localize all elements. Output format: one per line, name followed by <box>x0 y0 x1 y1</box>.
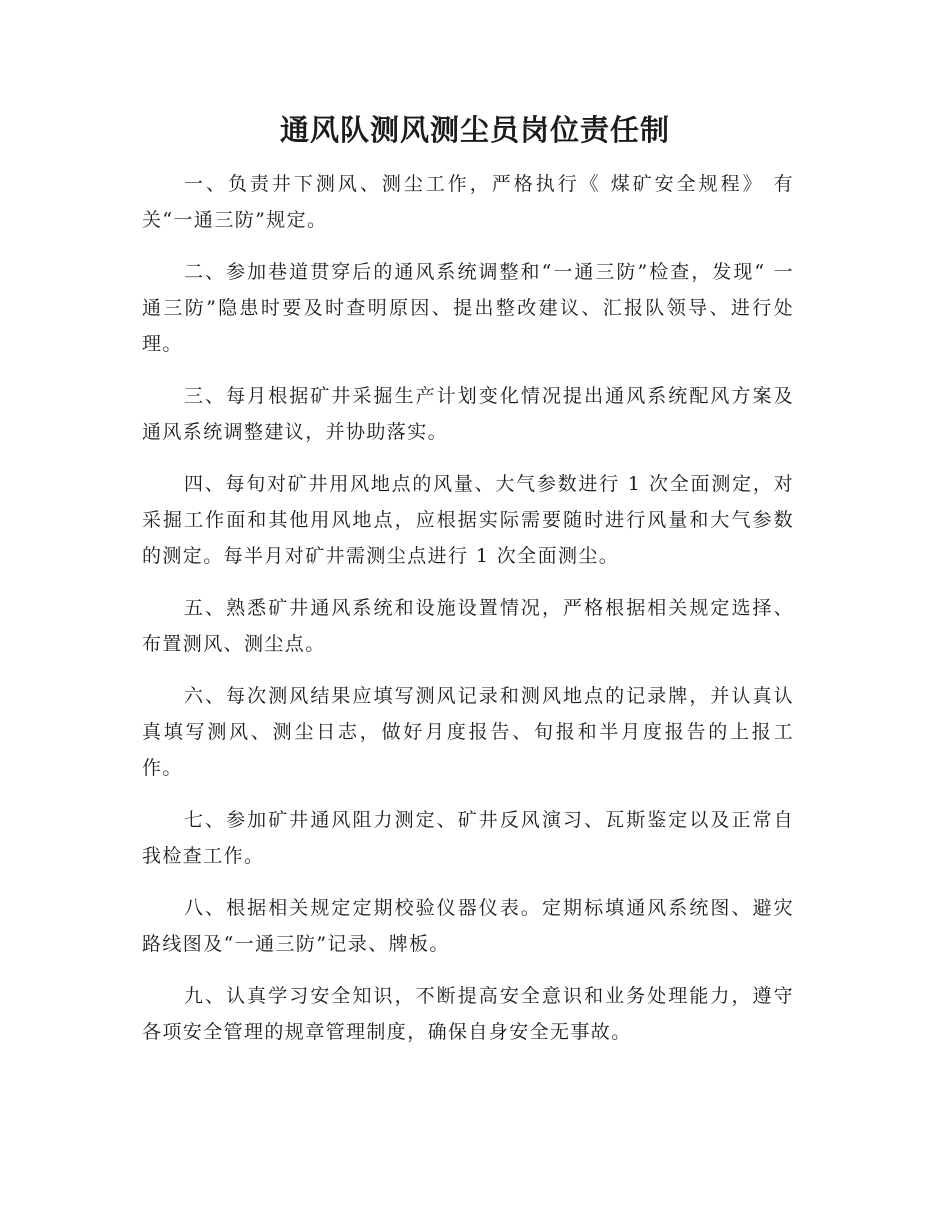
document-body <box>142 166 794 1066</box>
paragraph-7: 七、参加矿井通风阻力测定、矿井反风演习、瓦斯鉴定以及正常自我检查工作。 <box>142 809 794 867</box>
document-title: 通风队测风测尘员岗位责任制 <box>279 113 670 147</box>
paragraph-5: 五、熟悉矿井通风系统和设施设置情况，严格根据相关规定选择、布置测风、测尘点。 <box>142 597 794 655</box>
paragraph-6: 六、每次测风结果应填写测风记录和测风地点的记录牌，并认真认真填写测风、测尘日志，做好月度报告、旬报和半月度报告的上报工作。 <box>142 685 794 779</box>
paragraph-8: 八、根据相关规定定期校验仪器仪表。定期标填通风系统图、避灾路线图及“一通三防”记录、牌板。 <box>142 897 794 955</box>
paragraph-3: 三、每月根据矿井采掘生产计划变化情况提出通风系统配风方案及通风系统调整建议，并协助落实。 <box>142 385 794 443</box>
paragraph-4: 四、每旬对矿井用风地点的风量、大气参数进行 1 次全面测定，对采掘工作面和其他用风地点，应根据实际需要随时进行风量和大气参数的测定。每半月对矿井需测尘点进行 1 次全面测尘。 <box>142 473 794 567</box>
paragraph-1: 一、负责井下测风、测尘工作，严格执行《 煤矿安全规程》 有关“一通三防”规定。 <box>142 173 794 231</box>
paragraph-9: 九、认真学习安全知识，不断提高安全意识和业务处理能力，遵守各项安全管理的规章管理制度，确保自身安全无事故。 <box>142 985 794 1043</box>
paragraph-2: 二、参加巷道贯穿后的通风系统调整和“一通三防”检查，发现“ 一通三防”隐患时要及时查明原因、提出整改建议、汇报队领导、进行处理。 <box>142 261 794 355</box>
